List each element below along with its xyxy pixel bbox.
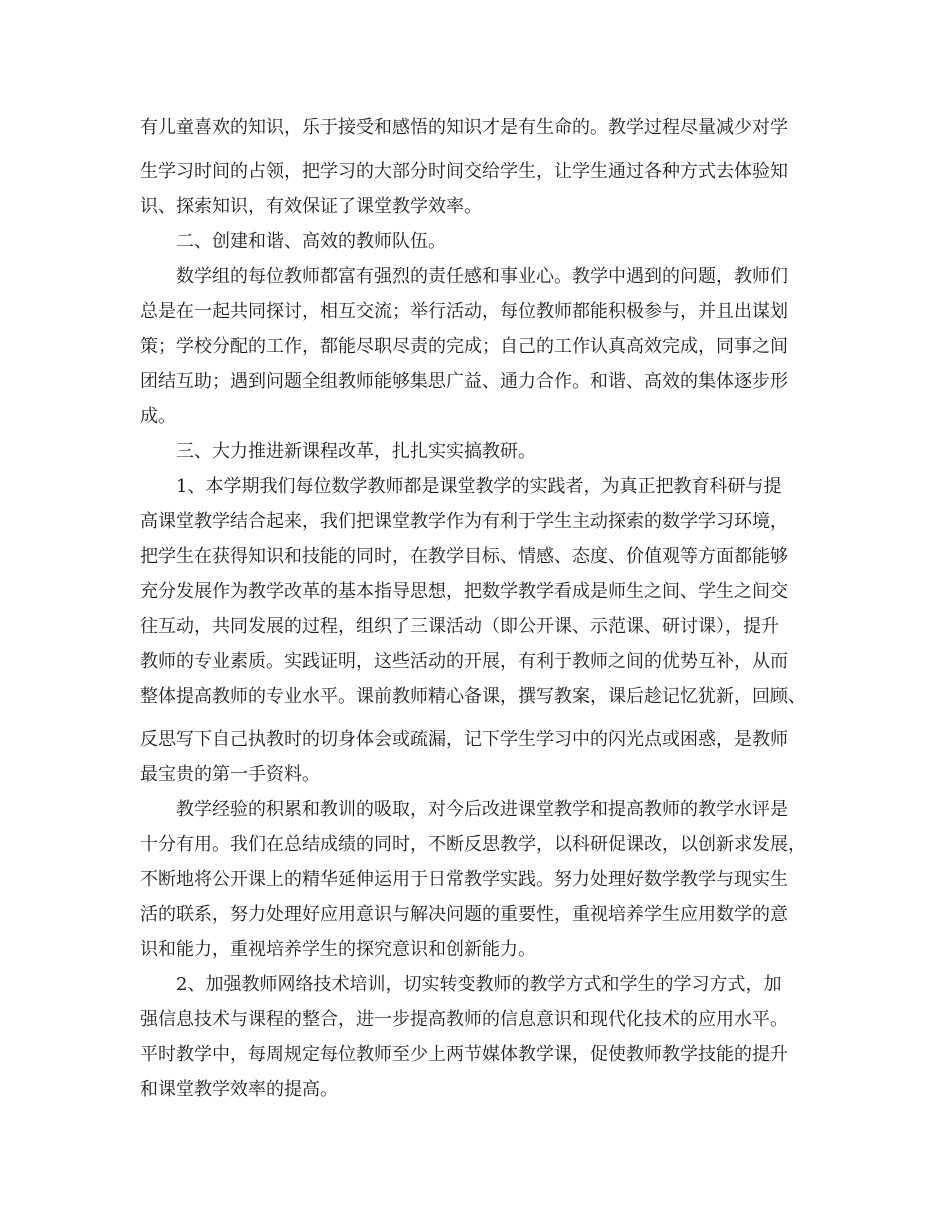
- text-line: 十分有用。我们在总结成绩的同时，不断反思教学，以科研促课改，以创新求发展，: [140, 834, 806, 855]
- text-line: 成。: [140, 406, 176, 427]
- text-line: 有儿童喜欢的知识，乐于接受和感悟的知识才是有生命的。教学过程尽量减少对学: [140, 117, 788, 138]
- text-line: 整体提高教师的专业水平。课前教师精心备课，撰写教案，课后趁记忆犹新，回顾、: [140, 686, 806, 707]
- text-line: 不断地将公开课上的精华延伸运用于日常教学实践。努力处理好数学教学与现实生: [140, 869, 788, 890]
- section-heading: 二、创建和谐、高效的教师队伍。: [176, 231, 446, 252]
- text-line: 团结互助；遇到问题全组教师能够集思广益、通力合作。和谐、高效的集体逐步形: [140, 371, 788, 392]
- text-line: 生学习时间的占领，把学习的大部分时间交给学生，让学生通过各种方式去体验知: [140, 161, 788, 182]
- text-line: 总是在一起共同探讨，相互交流；举行活动，每位教师都能积极参与，并且出谋划: [140, 301, 788, 322]
- section-heading: 三、大力推进新课程改革，扎扎实实搞教研。: [176, 441, 536, 462]
- text-line: 策；学校分配的工作，都能尽职尽责的完成；自己的工作认真高效完成，同事之间: [140, 336, 788, 357]
- text-line: 1、本学期我们每位数学教师都是课堂教学的实践者，为真正把教育科研与提: [176, 476, 782, 497]
- text-line: 把学生在获得知识和技能的同时，在教学目标、情感、态度、价值观等方面都能够: [140, 546, 788, 567]
- text-line: 高课堂教学结合起来，我们把课堂教学作为有利于学生主动探索的数学学习环境，: [140, 511, 788, 532]
- text-line: 数学组的每位教师都富有强烈的责任感和事业心。教学中遇到的问题，教师们: [176, 266, 788, 287]
- text-line: 往互动，共同发展的过程，组织了三课活动（即公开课、示范课、研讨课），提升: [140, 616, 779, 637]
- text-line: 充分发展作为教学改革的基本指导思想，把数学教学看成是师生之间、学生之间交: [140, 581, 788, 602]
- text-line: 强信息技术与课程的整合，进一步提高教师的信息意识和现代化技术的应用水平。: [140, 1009, 788, 1030]
- text-line: 识、探索知识，有效保证了课堂教学效率。: [140, 196, 482, 217]
- text-line: 2、加强教师网络技术培训，切实转变教师的教学方式和学生的学习方式，加: [176, 974, 782, 995]
- text-line: 反思写下自己执教时的切身体会或疏漏，记下学生学习中的闪光点或困惑，是教师: [140, 729, 788, 750]
- text-line: 识和能力，重视培养学生的探究意识和创新能力。: [140, 939, 536, 960]
- text-line: 活的联系，努力处理好应用意识与解决问题的重要性，重视培养学生应用数学的意: [140, 904, 788, 925]
- text-line: 教师的专业素质。实践证明，这些活动的开展，有利于教师之间的优势互补，从而: [140, 651, 788, 672]
- text-line: 平时教学中，每周规定每位教师至少上两节媒体教学课，促使教师教学技能的提升: [140, 1044, 788, 1065]
- text-line: 最宝贵的第一手资料。: [140, 764, 320, 785]
- text-line: 和课堂教学效率的提高。: [140, 1079, 338, 1100]
- text-line: 教学经验的积累和教训的吸取，对今后改进课堂教学和提高教师的教学水评是: [176, 799, 788, 820]
